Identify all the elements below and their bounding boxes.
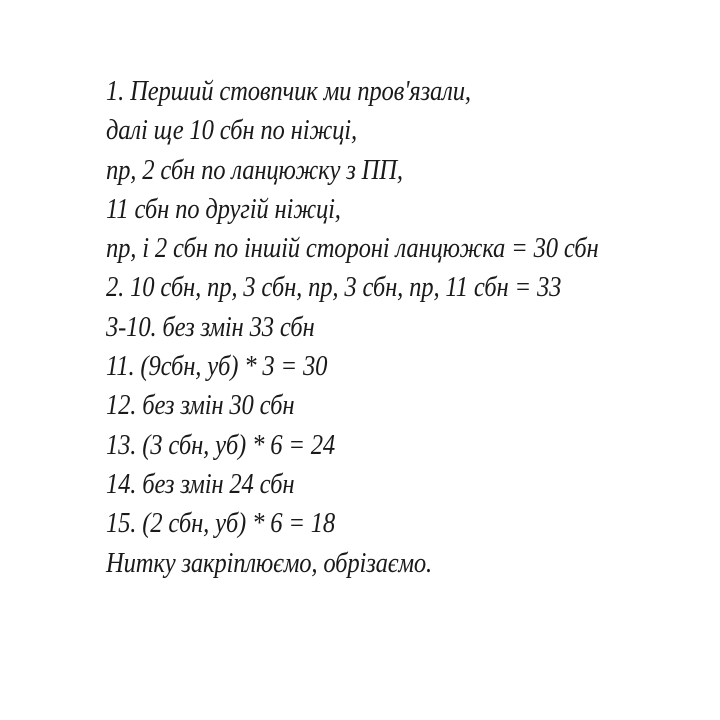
pattern-line: пр, 2 сбн по ланцюжку з ПП, xyxy=(106,154,403,186)
crochet-pattern-text xyxy=(106,72,706,583)
pattern-line: 11 сбн по другій ніжці, xyxy=(106,193,341,225)
pattern-line: 11. (9сбн, уб) * 3 = 30 xyxy=(106,351,328,383)
pattern-line: 13. (3 сбн, уб) * 6 = 24 xyxy=(106,429,336,461)
pattern-line: 12. без змін 30 сбн xyxy=(106,390,295,422)
pattern-line: 2. 10 сбн, пр, 3 сбн, пр, 3 сбн, пр, 11 сбн = 33 xyxy=(106,272,562,304)
pattern-line: далі ще 10 сбн по ніжці, xyxy=(106,115,357,147)
pattern-line: 15. (2 сбн, уб) * 6 = 18 xyxy=(106,508,336,540)
pattern-line: 3-10. без змін 33 сбн xyxy=(106,311,315,343)
pattern-line: Нитку закріплюємо, обрізаємо. xyxy=(106,547,433,579)
pattern-line: пр, і 2 сбн по іншій стороні ланцюжка = 30 сбн xyxy=(106,233,599,265)
pattern-line: 1. Перший стовпчик ми пров'язали, xyxy=(106,76,471,107)
pattern-line: 14. без змін 24 сбн xyxy=(106,468,295,500)
